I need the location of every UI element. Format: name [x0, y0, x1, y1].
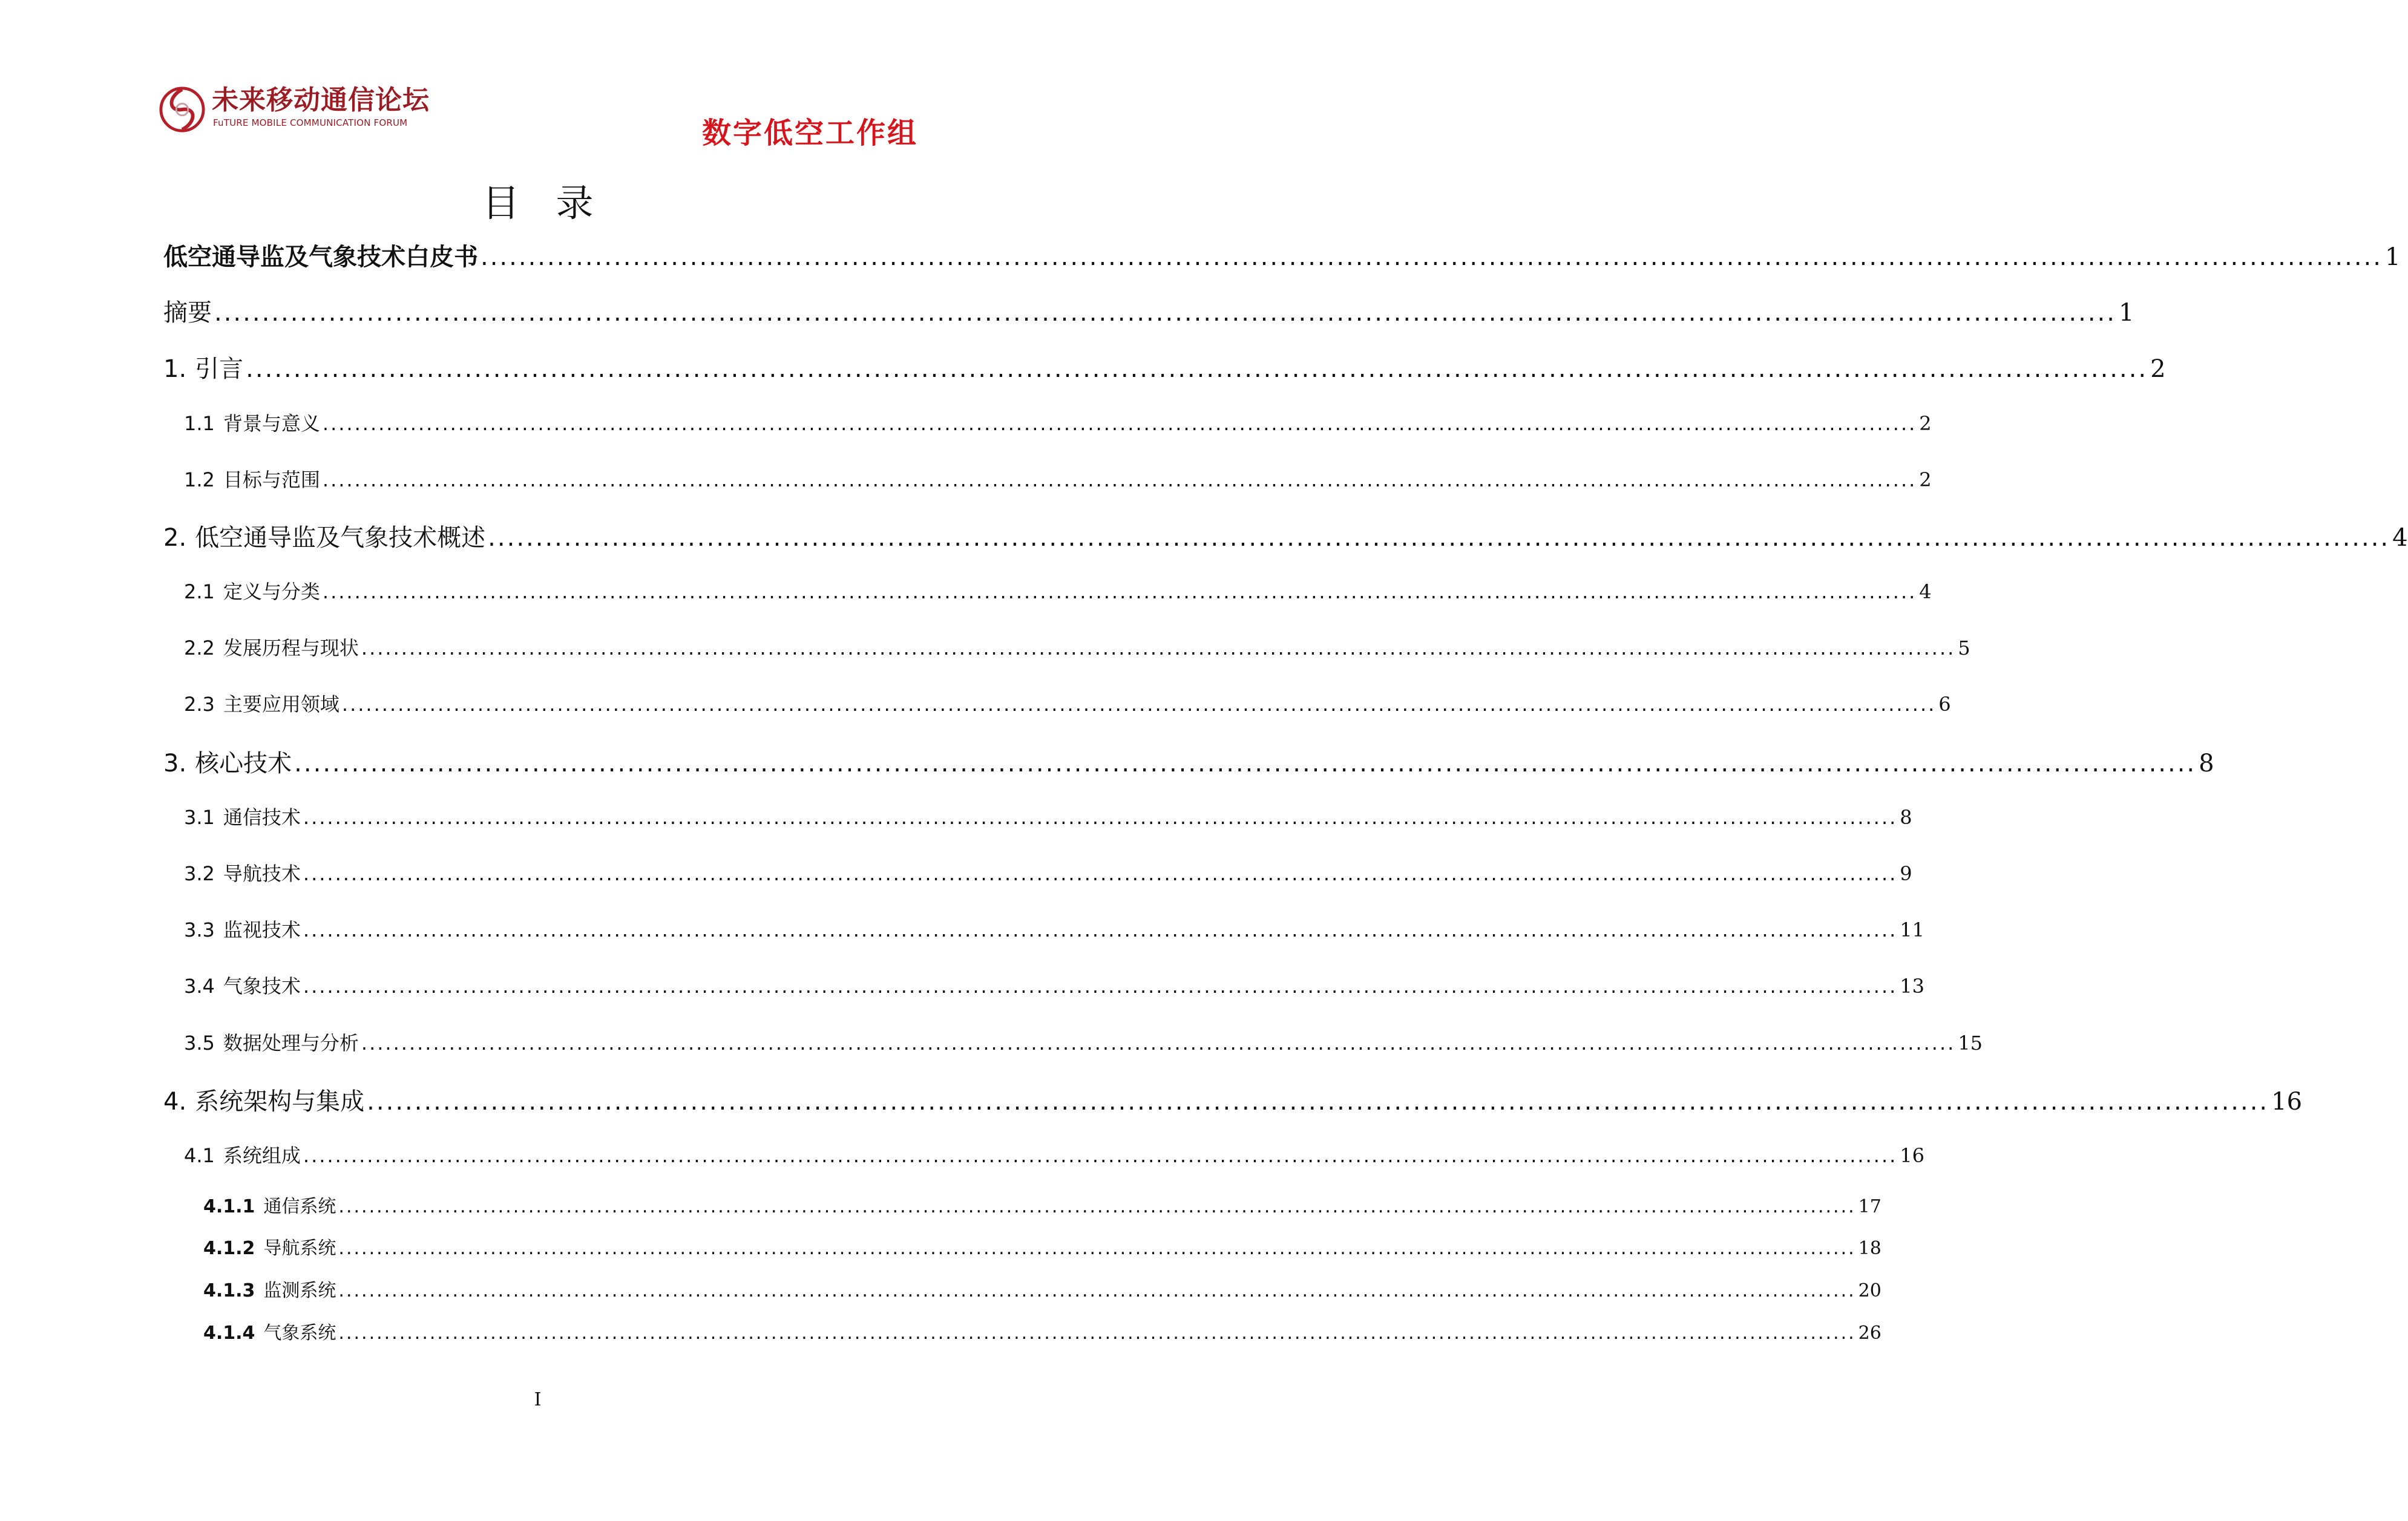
toc-entry-label	[203, 1279, 336, 1303]
toc-entry-page: 8	[2199, 750, 2214, 777]
toc-entry-page: 16	[1900, 1144, 1924, 1167]
toc-entry-label	[184, 1030, 359, 1056]
toc-entry-number: 1.	[163, 355, 187, 383]
toc-leader-dots: ........................................................................................................................................................................................................	[341, 693, 1937, 716]
toc-entry-title: 数据处理与分析	[223, 1032, 359, 1055]
toc-entry-number: 4.1	[184, 1144, 215, 1167]
logo-english-name: FuTURE MOBILE COMMUNICATION FORUM	[213, 117, 408, 128]
toc-entry-page: 16	[2271, 1088, 2303, 1116]
toc-leader-dots: ........................................................................................................................................................................................................	[303, 862, 1898, 885]
toc-entry-label	[184, 579, 320, 604]
toc-leader-dots: ........................................................................................................................................................................................................	[303, 975, 1898, 998]
toc-entry-label	[184, 973, 301, 999]
toc-entry[interactable]	[163, 298, 2134, 328]
toc-leader-dots: ........................................................................................................................................................................................................	[303, 806, 1898, 829]
toc-entry-label	[163, 523, 485, 553]
toc-entry-title: 系统架构与集成	[195, 1088, 365, 1116]
toc-entry[interactable]	[163, 354, 2166, 384]
toc-entry-label	[184, 1143, 301, 1168]
toc-entry[interactable]	[203, 1195, 1881, 1219]
toc-entry-page: 18	[1858, 1238, 1881, 1259]
toc-entry-title: 通信技术	[223, 806, 301, 829]
toc-entry-number: 2.2	[184, 636, 215, 659]
toc-leader-dots: ........................................................................................................................................................................................................	[294, 750, 2197, 777]
toc-entry-number: 4.1.1	[203, 1196, 255, 1217]
toc-entry-label	[184, 467, 320, 492]
toc-entry-title: 导航系统	[263, 1238, 336, 1259]
toc-entry-page: 15	[1958, 1032, 1983, 1055]
toc-leader-dots: ........................................................................................................................................................................................................	[488, 524, 2390, 552]
toc-leader-dots: ........................................................................................................................................................................................................	[338, 1196, 1856, 1217]
toc-entry-page: 20	[1858, 1280, 1881, 1301]
toc-leader-dots: ........................................................................................................................................................................................................	[481, 243, 2383, 271]
toc-entry-page: 1	[2384, 243, 2401, 271]
toc-leader-dots: ........................................................................................................................................................................................................	[367, 1088, 2269, 1116]
toc-entry[interactable]	[163, 523, 2408, 553]
toc-entry-label	[163, 1087, 364, 1117]
toc-entry-title: 主要应用领域	[223, 693, 340, 716]
toc-entry-title: 气象技术	[223, 975, 301, 998]
toc-entry-page: 2	[2150, 355, 2166, 383]
toc-entry-number: 3.1	[184, 806, 215, 829]
toc-entry-title: 定义与分类	[223, 580, 320, 603]
toc-entry-title: 目标与范围	[223, 468, 320, 491]
toc-entry-title: 系统组成	[223, 1144, 301, 1167]
toc-leader-dots: ........................................................................................................................................................................................................	[338, 1238, 1856, 1259]
toc-entry-number: 1.1	[184, 412, 215, 435]
toc-entry[interactable]	[184, 1143, 1924, 1168]
toc-entry[interactable]	[184, 692, 1951, 717]
toc-entry[interactable]	[163, 748, 2214, 779]
toc-entry-label	[203, 1321, 336, 1346]
toc-entry-label	[163, 748, 292, 779]
toc-entry-page: 2	[1919, 412, 1932, 435]
logo-chinese-name: 未来移动通信论坛	[212, 85, 430, 116]
toc-entry-label	[184, 861, 301, 886]
toc-entry-title: 低空通导监及气象技术概述	[195, 524, 486, 552]
toc-entry-number: 3.4	[184, 975, 215, 998]
toc-entry-label	[184, 411, 320, 436]
toc-entry-page: 4	[1919, 580, 1932, 603]
toc-entry[interactable]	[184, 917, 1924, 943]
toc-entry-page: 13	[1900, 975, 1924, 998]
toc-entry-page: 8	[1900, 806, 1912, 829]
toc-entry[interactable]	[184, 861, 1912, 886]
toc-leader-dots: ........................................................................................................................................................................................................	[361, 1032, 1956, 1055]
toc-entry-label	[163, 242, 478, 272]
toc-entry-label	[184, 635, 359, 661]
toc-leader-dots: ........................................................................................................................................................................................................	[322, 580, 1917, 603]
toc-leader-dots: ........................................................................................................................................................................................................	[214, 299, 2116, 327]
working-group-name: 数字低空工作组	[701, 116, 918, 150]
toc-entry-number: 2.	[163, 524, 187, 552]
toc-entry-number: 2.1	[184, 580, 215, 603]
toc-entry-label	[184, 917, 301, 943]
toc-entry-label	[203, 1237, 336, 1261]
toc-entry[interactable]	[203, 1321, 1881, 1346]
toc-entry[interactable]	[184, 411, 1932, 436]
toc-entry[interactable]	[184, 805, 1912, 830]
table-of-contents	[163, 0, 2408, 1392]
toc-entry-page: 5	[1958, 636, 1970, 659]
toc-entry-number: 1.2	[184, 468, 215, 491]
toc-entry-title: 摘要	[163, 299, 212, 327]
toc-leader-dots: ........................................................................................................................................................................................................	[303, 918, 1898, 941]
toc-entry-title: 背景与意义	[223, 412, 320, 435]
toc-leader-dots: ........................................................................................................................................................................................................	[338, 1280, 1856, 1301]
toc-entry[interactable]	[203, 1279, 1881, 1303]
toc-leader-dots: ........................................................................................................................................................................................................	[322, 412, 1917, 435]
toc-entry-page: 2	[1919, 468, 1932, 491]
toc-entry[interactable]	[184, 1030, 1983, 1056]
toc-entry-number: 4.1.2	[203, 1238, 255, 1259]
toc-entry-title: 发展历程与现状	[223, 636, 359, 659]
toc-entry-page: 11	[1900, 918, 1924, 941]
toc-entry-label	[163, 354, 243, 384]
toc-entry-label	[184, 805, 301, 830]
toc-entry-number: 3.	[163, 750, 187, 777]
toc-entry-number: 4.	[163, 1088, 187, 1116]
toc-entry-title: 通信系统	[263, 1196, 336, 1217]
toc-entry[interactable]	[163, 1087, 2303, 1117]
toc-entry-title: 低空通导监及气象技术白皮书	[163, 243, 478, 271]
toc-entry-number: 3.5	[184, 1032, 215, 1055]
toc-entry-page: 17	[1858, 1196, 1881, 1217]
toc-leader-dots: ........................................................................................................................................................................................................	[361, 636, 1956, 659]
toc-entry-number: 3.2	[184, 862, 215, 885]
toc-entry-page: 26	[1858, 1323, 1881, 1344]
toc-entry[interactable]	[184, 579, 1932, 604]
toc-entry[interactable]	[184, 635, 1970, 661]
toc-entry-title: 气象系统	[263, 1323, 336, 1344]
toc-entry-label	[203, 1195, 336, 1219]
toc-entry-number: 4.1.4	[203, 1323, 255, 1344]
toc-leader-dots: ........................................................................................................................................................................................................	[246, 355, 2148, 383]
toc-entry-page: 1	[2118, 299, 2134, 327]
toc-entry-number: 2.3	[184, 693, 215, 716]
toc-title: 目录	[482, 181, 630, 225]
toc-entry-page: 9	[1900, 862, 1912, 885]
page-number: I	[534, 1389, 542, 1410]
toc-entry[interactable]	[184, 467, 1932, 492]
toc-entry-title: 监视技术	[223, 918, 301, 941]
toc-entry-label	[163, 298, 212, 328]
toc-leader-dots: ........................................................................................................................................................................................................	[338, 1323, 1856, 1344]
toc-entry-page: 6	[1938, 693, 1951, 716]
toc-entry[interactable]	[203, 1237, 1881, 1261]
toc-entry-title: 核心技术	[195, 750, 292, 777]
toc-entry-title: 引言	[195, 355, 244, 383]
toc-leader-dots: ........................................................................................................................................................................................................	[303, 1144, 1898, 1167]
toc-entry-label	[184, 692, 340, 717]
toc-entry-page: 4	[2392, 524, 2408, 552]
toc-entry[interactable]	[184, 973, 1924, 999]
toc-leader-dots: ........................................................................................................................................................................................................	[322, 468, 1917, 491]
toc-entry-number: 3.3	[184, 918, 215, 941]
toc-entry-title: 监测系统	[263, 1280, 336, 1301]
toc-entry-number: 4.1.3	[203, 1280, 255, 1301]
toc-entry[interactable]	[163, 242, 2401, 272]
toc-entry-title: 导航技术	[223, 862, 301, 885]
